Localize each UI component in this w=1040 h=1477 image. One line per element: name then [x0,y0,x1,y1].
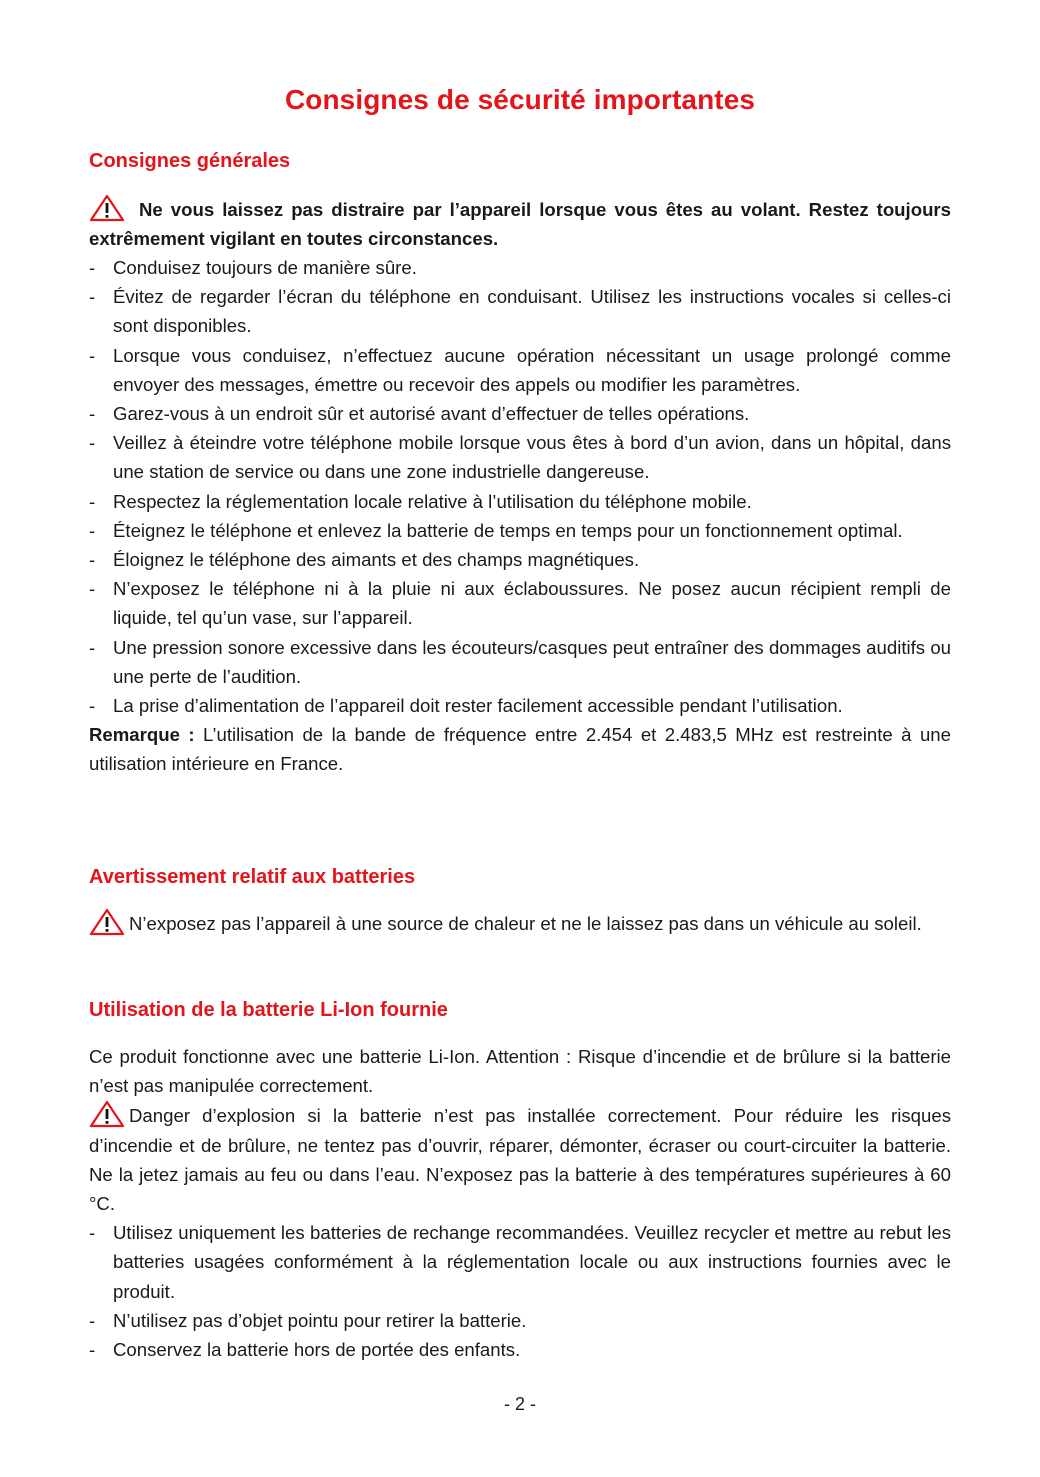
list-item: - Veillez à éteindre votre téléphone mobile lorsque vous êtes à bord d’un avion, dans un hôpital, dans une station de service ou dans une zone industrielle dangereuse. [89,428,951,486]
list-item: - Utilisez uniquement les batteries de rechange recommandées. Veuillez recycler et mettre au rebut les batteries usagées conformément à la réglementation locale ou aux instructions fournies avec le produit. [89,1218,951,1306]
warning-triangle-icon [89,1100,125,1128]
list-item: - Respectez la réglementation locale relative à l’utilisation du téléphone mobile. [89,487,951,516]
list-item: - Garez-vous à un endroit sûr et autorisé avant d’effectuer de telles opérations. [89,399,951,428]
list-item: - Évitez de regarder l’écran du téléphone en conduisant. Utilisez les instructions vocales si celles-ci sont disponibles. [89,282,951,340]
li-ion-intro: Ce produit fonctionne avec une batterie Li-Ion. Attention : Risque d’incendie et de brûlure si la batterie n’est pas manipulée correctement. [89,1046,951,1097]
general-warning-text: Ne vous laissez pas distraire par l’appareil lorsque vous êtes au volant. Restez toujours extrêmement vigilant en toutes circonstances. [89,199,951,250]
li-ion-warning-text: Danger d’explosion si la batterie n’est pas installée correctement. Pour réduire les risques d’incendie et de brûlure, ne tentez pas d’ouvrir, réparer, démonter, écraser ou court-circuiter la batterie. Ne la jetez jamais au feu ou dans l’eau. N’exposez pas la batterie à des températures supérieures à 60 °C. [89,1105,951,1215]
list-item: - Une pression sonore excessive dans les écouteurs/casques peut entraîner des dommages auditifs ou une perte de l’audition. [89,633,951,691]
general-list [89,253,951,720]
note [89,720,951,778]
li-ion-list [89,1218,951,1364]
warning-triangle-icon [89,908,125,936]
page-title: Consignes de sécurité importantes [284,84,756,115]
battery-warning [89,908,951,938]
list-item: - Lorsque vous conduisez, n’effectuez aucune opération nécessitant un usage prolongé comme envoyer des messages, émettre ou recevoir des appels ou modifier les paramètres. [89,341,951,399]
heading-general: Consignes générales [89,150,291,172]
heading-battery-warning: Avertissement relatif aux batteries [89,866,416,888]
li-ion-warning [89,1100,951,1218]
page-number: - 2 - [503,1394,536,1414]
list-item: - N’utilisez pas d’objet pointu pour retirer la batterie. [89,1306,951,1335]
note-text: L’utilisation de la bande de fréquence entre 2.454 et 2.483,5 MHz est restreinte à une utilisation intérieure en France. [89,724,951,775]
list-item: - N’exposez le téléphone ni à la pluie ni aux éclaboussures. Ne posez aucun récipient rempli de liquide, tel qu’un vase, sur l’appareil. [89,574,951,632]
list-item: - Éteignez le téléphone et enlevez la batterie de temps en temps pour un fonctionnement optimal. [89,516,951,545]
list-item: - Éloignez le téléphone des aimants et des champs magnétiques. [89,545,951,574]
list-item: - Conduisez toujours de manière sûre. [89,253,951,282]
battery-warning-text: N’exposez pas l’appareil à une source de chaleur et ne le laissez pas dans un véhicule au soleil. [129,913,922,934]
note-label: Remarque : [89,724,195,746]
general-warning [89,194,951,253]
heading-li-ion: Utilisation de la batterie Li-Ion fournie [89,999,448,1021]
list-item: - Conservez la batterie hors de portée des enfants. [89,1335,951,1364]
li-ion-block [89,1042,951,1364]
general-list-block [89,253,951,779]
list-item: - La prise d’alimentation de l’appareil doit rester facilement accessible pendant l’utilisation. [89,691,951,720]
warning-triangle-icon [89,194,125,222]
